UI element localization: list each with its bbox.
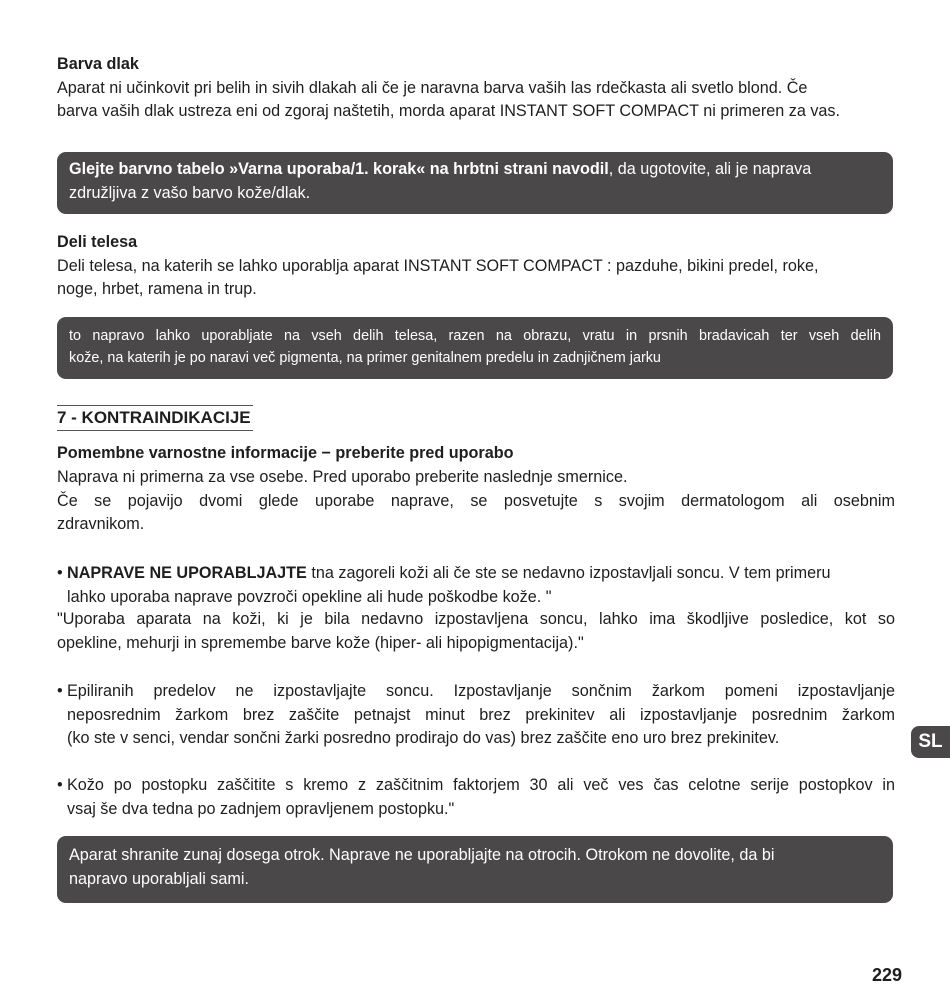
color-chart-note-box <box>57 152 893 214</box>
language-tab-sl: SL <box>911 726 950 758</box>
do-not-use-text-line-2: lahko uporaba naprave povzroči opekline ali hude poškodbe kože. " <box>67 587 552 606</box>
list-item-do-not-use <box>57 562 895 609</box>
children-warning-line-1: Aparat shranite zunaj dosega otrok. Naprave ne uporabljajte na otrocih. Otrokom ne dovolite, da bi <box>69 846 775 864</box>
avoid-sun-line-3: (ko ste v senci, vendar sončni žarki posredno prodirajo do vas) brez zaščite eno uro brez prekinitev. <box>67 729 780 747</box>
body-parts-text-line-1: Deli telesa, na katerih se lahko uporablja aparat INSTANT SOFT COMPACT : pazduhe, bikini predel, roke, <box>57 257 819 275</box>
body-parts-note-box <box>57 317 893 379</box>
color-chart-note-rest: , da ugotovite, ali je naprava <box>608 160 812 178</box>
hair-color-text-line-2: barva vaših dlak ustreza eni od zgoraj naštetih, morda aparat INSTANT SOFT COMPACT ni primeren za vas. <box>57 102 841 120</box>
section-title-body-parts: Deli telesa <box>57 233 138 251</box>
sunscreen-line-2: vsaj še dva tedna po zadnjem opravljenem postopku." <box>67 799 455 818</box>
body-parts-note-line-1: to napravo lahko uporabljate na vseh delih telesa, razen na obrazu, vratu in prsnih bradavicah ter vseh delih <box>69 328 881 344</box>
avoid-sun-line-1: Epiliranih predelov ne izpostavljajte soncu. Izpostavljanje sončnim žarkom pomeni izpostavljanje <box>67 682 895 700</box>
do-not-use-text: tna zagoreli koži ali če ste se nedavno izpostavljali soncu. V tem primeru <box>306 564 831 582</box>
safety-info-paragraph-2-line-1: Če se pojavijo dvomi glede uporabe naprave, se posvetujte s svojim dermatologom ali osebnim <box>57 492 895 510</box>
bullet-mark: • <box>57 776 63 794</box>
safety-info-paragraph-2-line-2: zdravnikom. <box>57 515 145 533</box>
children-warning-line-2: napravo uporabljali sami. <box>69 869 249 888</box>
page-number: 229 <box>872 965 903 985</box>
section-heading-contraindications: 7 - KONTRAINDIKACIJE <box>57 405 253 431</box>
color-chart-note-line-2: združljiva z vašo barvo kože/dlak. <box>69 183 311 202</box>
safety-info-paragraph-1: Naprava ni primerna za vse osebe. Pred uporabo preberite naslednje smernice. <box>57 468 628 486</box>
list-item-sunscreen <box>57 774 895 821</box>
avoid-sun-line-2: neposrednim žarkom brez zaščite petnajst minut brez prekinitev ali izpostavljanje posrednim žarkom <box>67 705 895 724</box>
sun-exposure-quote-line-2: opekline, mehurji in spremembe barve kože (hiper- ali hipopigmentacija)." <box>57 634 584 652</box>
color-chart-note-bold: Glejte barvno tabelo »Varna uporaba/1. korak« na hrbtni strani navodil <box>69 160 609 178</box>
bullet-mark: • <box>57 682 63 700</box>
sun-exposure-quote-line-1: "Uporaba aparata na koži, ki je bila nedavno izpostavljena soncu, lahko ima škodljive posledice, kot so <box>57 610 895 628</box>
body-parts-note-line-2: kože, na katerih je po naravi več pigmenta, na primer genitalnem predelu in zadnjičnem jarku <box>69 350 661 366</box>
children-warning-box <box>57 836 893 903</box>
body-parts-text-line-2: noge, hrbet, ramena in trup. <box>57 280 257 298</box>
do-not-use-warning: NAPRAVE NE UPORABLJAJTE <box>67 564 307 582</box>
list-item-avoid-sun <box>57 680 895 751</box>
safety-info-subtitle: Pomembne varnostne informacije − preberite pred uporabo <box>57 444 514 462</box>
hair-color-text-line-1: Aparat ni učinkovit pri belih in sivih dlakah ali če je naravna barva vaših las rdečkasta ali svetlo blond. Če <box>57 79 808 97</box>
bullet-mark: • <box>57 564 63 582</box>
section-title-hair-color: Barva dlak <box>57 55 139 73</box>
sunscreen-line-1: Kožo po postopku zaščitite s kremo z zaščitnim faktorjem 30 ali več ves čas celotne serije postopkov in <box>67 776 895 794</box>
